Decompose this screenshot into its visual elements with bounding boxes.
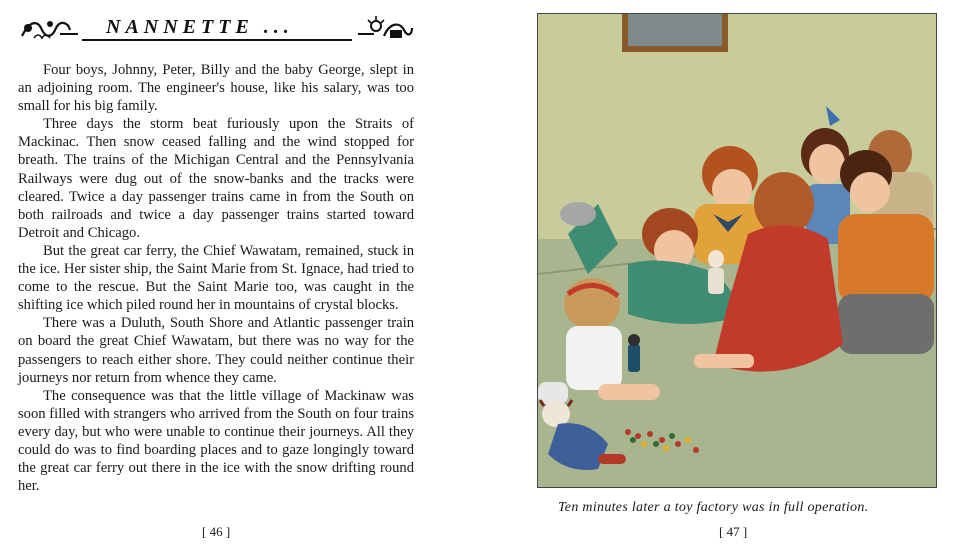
- paragraph: The consequence was that the little village of Mackinaw was soon filled with strangers who arrived from the South on four trains every day, but who were unable to continue their journeys. All they could do was to find boarding places and to gaze longingly toward the great car ferry out there in the ice with the snow drifting round her.: [18, 387, 414, 495]
- children-playing-illustration: [538, 14, 936, 487]
- paragraph: There was a Duluth, South Shore and Atlantic passenger train on board the great Chief Wawatam, but there was no way for the passengers to reach either shore. They could neither continue their journeys nor return from whence they came.: [18, 315, 414, 386]
- running-header: [20, 14, 414, 44]
- header-ornament-left: [20, 16, 80, 42]
- running-header-title: NANNETTE ...: [106, 16, 294, 38]
- paragraph: But the great car ferry, the Chief Wawatam, remained, stuck in the ice. Her sister ship, the Saint Marie from St. Ignace, had tried to come to the rescue. But the Saint Marie too, was caught in the shifting ice which piled round her in mountains of crystal blocks.: [18, 242, 414, 314]
- page-number: [ 46 ]: [202, 524, 231, 539]
- header-ornament-right: [354, 16, 414, 42]
- illustration-caption: Ten minutes later a toy factory was in full operation.: [558, 500, 869, 515]
- body-text: [18, 61, 414, 495]
- wall-picture: [622, 14, 728, 52]
- right-page: [479, 0, 958, 553]
- page-number: [ 47 ]: [719, 524, 748, 539]
- paragraph: Three days the storm beat furiously upon the Straits of Mackinac. Then snow ceased falling and the wind stopped for breath. The trains of the Michigan Central and the Pennsylvania Railways were dug out of the snow-banks and the tracks were cleared. Twice a day passenger trains came in from the South on both railroads and twice a day passenger trains started toward Detroit and Chicago.: [18, 116, 414, 241]
- paragraph: Four boys, Johnny, Peter, Billy and the baby George, slept in an adjoining room. The engineer's house, like his salary, was too small for his big family.: [18, 62, 414, 115]
- header-rule: [82, 39, 352, 41]
- left-page: [0, 0, 470, 553]
- illustration-plate: [537, 13, 937, 488]
